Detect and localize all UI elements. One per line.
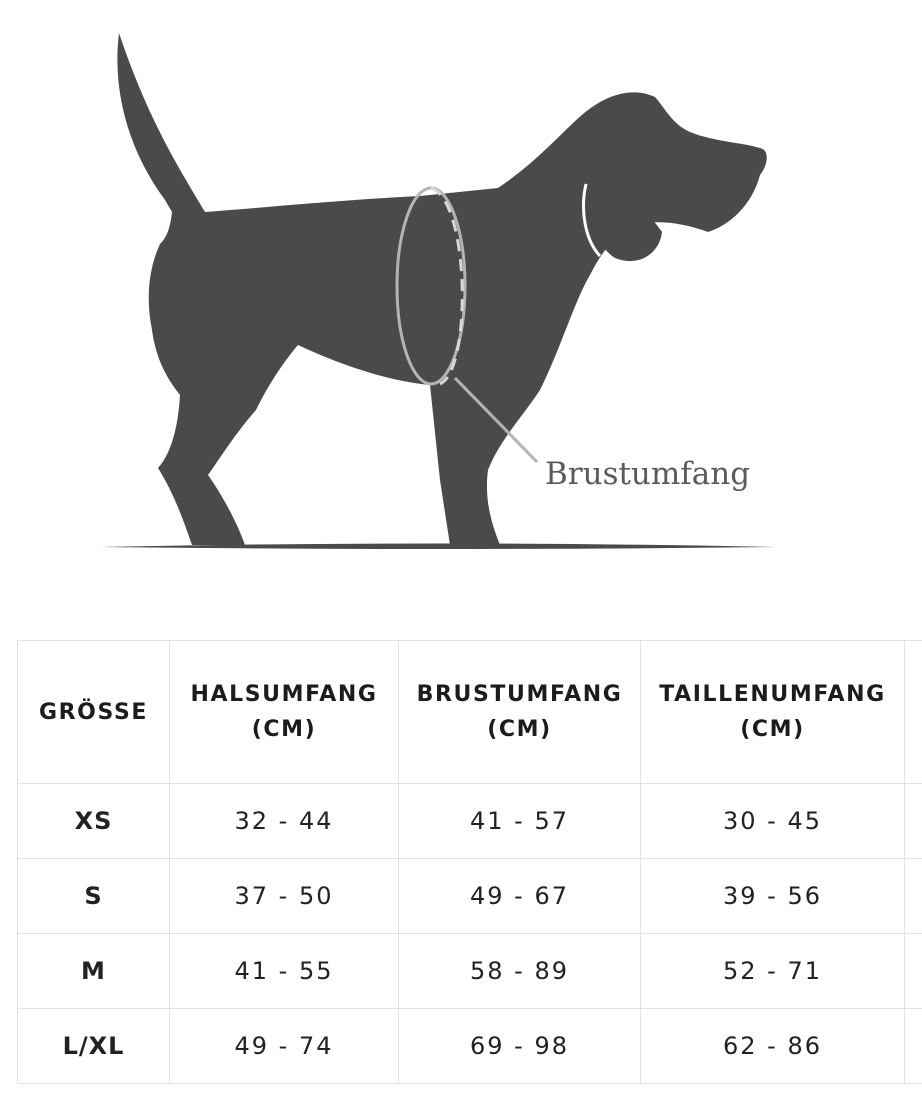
header-waist xyxy=(641,641,905,784)
table-header-row xyxy=(18,641,922,784)
cell-chest: 41 - 57 xyxy=(399,784,641,859)
cell-neck: 37 - 50 xyxy=(170,859,399,934)
cell-extra xyxy=(905,934,922,1009)
cell-chest: 58 - 89 xyxy=(399,934,641,1009)
cell-chest: 49 - 67 xyxy=(399,859,641,934)
header-waist-unit: (CM) xyxy=(740,717,805,742)
header-chest-label: BRUSTUMFANG xyxy=(416,682,623,707)
cell-neck: 49 - 74 xyxy=(170,1009,399,1084)
header-neck xyxy=(170,641,399,784)
cell-waist: 30 - 45 xyxy=(641,784,905,859)
header-neck-label: HALSUMFANG xyxy=(190,682,378,707)
cell-chest: 69 - 98 xyxy=(399,1009,641,1084)
header-waist-label: TAILLENUMFANG xyxy=(659,682,886,707)
cell-waist: 62 - 86 xyxy=(641,1009,905,1084)
table-row xyxy=(18,784,922,859)
cell-neck: 32 - 44 xyxy=(170,784,399,859)
cell-extra xyxy=(905,859,922,934)
cell-size: S xyxy=(18,859,170,934)
cell-size: XS xyxy=(18,784,170,859)
cell-size: L/XL xyxy=(18,1009,170,1084)
cell-size: M xyxy=(18,934,170,1009)
header-chest xyxy=(399,641,641,784)
table-row xyxy=(18,1009,922,1084)
size-chart-table xyxy=(17,640,922,1084)
table-row xyxy=(18,859,922,934)
header-chest-unit: (CM) xyxy=(487,717,552,742)
cell-neck: 41 - 55 xyxy=(170,934,399,1009)
cell-waist: 52 - 71 xyxy=(641,934,905,1009)
cell-extra xyxy=(905,1009,922,1084)
cell-extra xyxy=(905,784,922,859)
table-row xyxy=(18,934,922,1009)
cell-waist: 39 - 56 xyxy=(641,859,905,934)
header-neck-unit: (CM) xyxy=(251,717,317,742)
header-extra xyxy=(905,641,922,784)
header-size: GRÖSSE xyxy=(18,641,170,784)
chest-measure-label: Brustumfang xyxy=(545,456,751,492)
